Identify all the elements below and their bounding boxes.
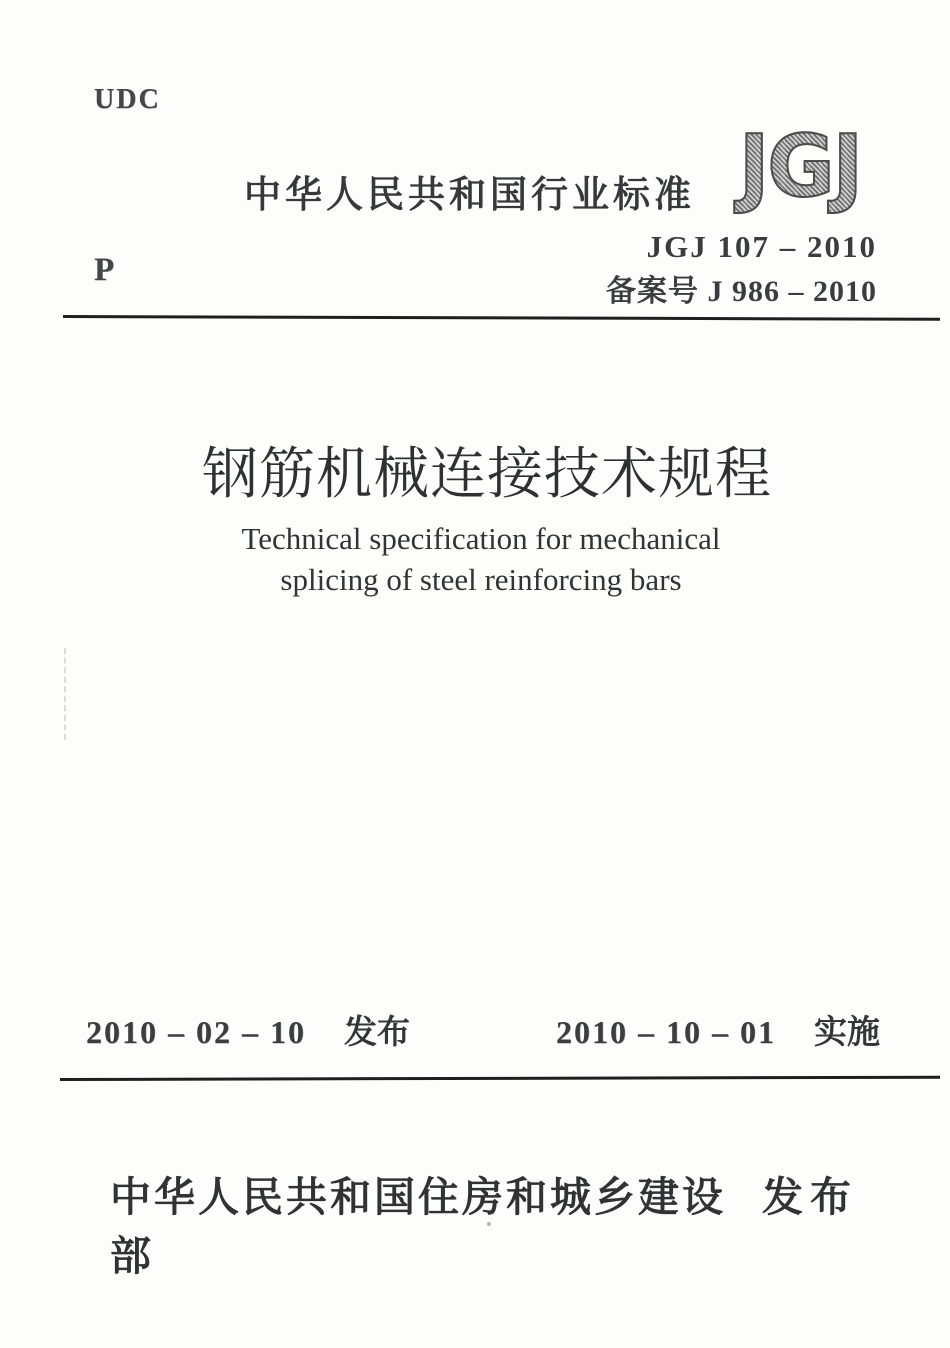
standard-number: JGJ 107 – 2010 [646, 229, 877, 264]
implement-date-group [556, 1006, 880, 1053]
issue-date: 2010 – 02 – 10 [86, 1014, 306, 1050]
jgj-logo: JGJ [718, 120, 882, 216]
title-chinese: 钢筋机械连接技术规程 [202, 444, 772, 506]
udc-classification-label: UDC [94, 84, 161, 115]
title-english [0, 518, 950, 600]
publisher-issue-label: 发布 [762, 1174, 858, 1220]
scan-artifact-dashed-line [64, 648, 66, 740]
p-classification-label: P [94, 252, 115, 288]
title-english-line2: splicing of steel reinforcing bars [280, 562, 682, 597]
implement-label: 实施 [814, 1013, 880, 1050]
issue-label: 发布 [344, 1013, 410, 1050]
scan-artifact-dot [487, 1222, 491, 1226]
top-divider-line [63, 315, 940, 321]
publisher-row [110, 1164, 858, 1282]
dates-row [86, 1006, 880, 1053]
implement-date: 2010 – 10 – 01 [556, 1014, 776, 1050]
publisher-name: 中华人民共和国住房和城乡建设部 [110, 1174, 726, 1279]
record-number: 备案号 J 986 – 2010 [606, 275, 877, 308]
issue-date-group [86, 1006, 410, 1053]
bottom-divider-line [60, 1076, 940, 1081]
header-title: 中华人民共和国行业标准 [244, 174, 695, 215]
title-english-line1: Technical specification for mechanical [241, 521, 721, 556]
